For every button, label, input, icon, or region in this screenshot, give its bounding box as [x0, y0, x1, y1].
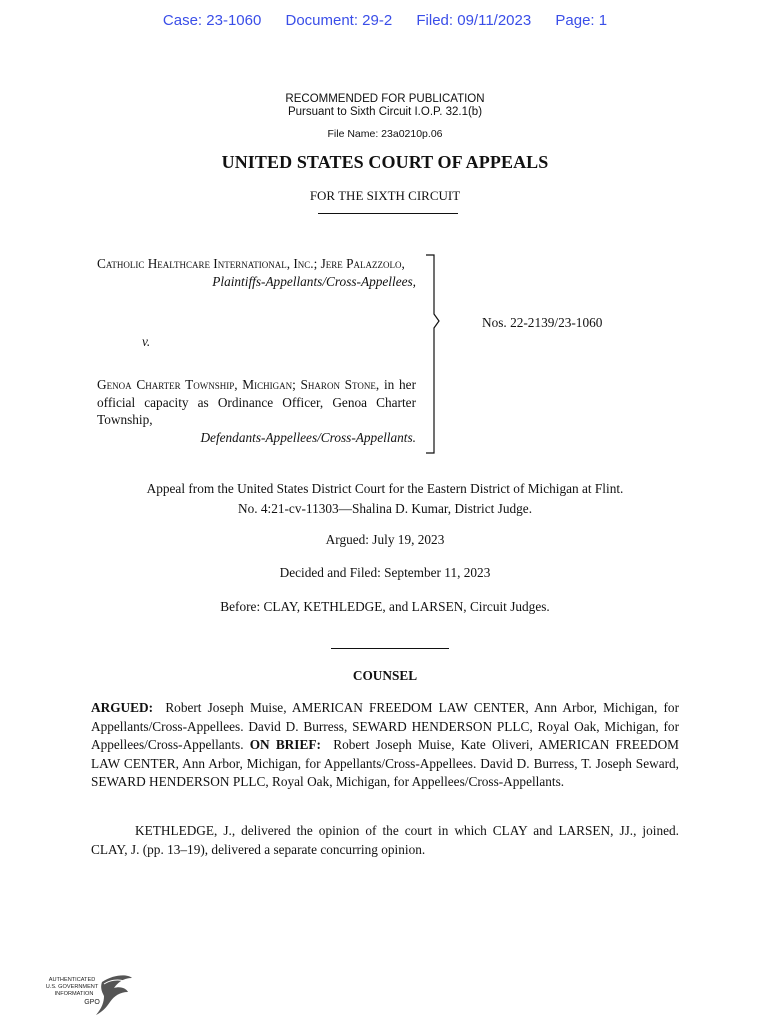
counsel-heading: COUNSEL — [352, 668, 418, 683]
publication-notice — [0, 93, 770, 119]
section-divider — [331, 648, 449, 649]
document-number: Document: 29-2 — [285, 12, 393, 29]
logo-line-1: AUTHENTICATED — [48, 977, 96, 983]
file-name: File Name: 23a0210p.06 — [327, 128, 443, 140]
case-number: Case: 23-1060 — [162, 12, 262, 29]
caption-brace — [426, 254, 446, 454]
defendants-description: in her official capacity as Ordinance Officer, Genoa Charter Township, — [97, 377, 416, 427]
appeal-court-line: Appeal from the United States District Court for the Eastern District of Michigan at Flint. — [146, 481, 624, 496]
plaintiffs-role: Plaintiffs-Appellants/Cross-Appellees, — [212, 273, 416, 289]
filed-date: Filed: 09/11/2023 — [416, 12, 532, 29]
gpo-eagle-icon — [44, 972, 134, 1018]
argued-label: ARGUED: — [91, 700, 154, 715]
court-title: UNITED STATES COURT OF APPEALS — [221, 152, 549, 172]
plaintiffs-names: Catholic Healthcare International, Inc.; Jere Palazzolo, — [97, 256, 405, 271]
versus: v. — [142, 334, 151, 349]
logo-line-2: U.S. GOVERNMENT — [45, 984, 99, 990]
panel-judges: Before: CLAY, KETHLEDGE, and LARSEN, Circuit Judges. — [220, 599, 550, 614]
defendants-role: Defendants-Appellees/Cross-Appellants. — [200, 429, 416, 445]
argued-counsel: Robert Joseph Muise, AMERICAN FREEDOM LAW CENTER, Ann Arbor, Michigan, for Appellants/Cross-Appellees. David D. Burress, SEWARD HENDERSON PLLC, Royal Oak, Michigan, for Appellees/Cross-Appellants. — [91, 700, 679, 752]
decided-date: Decided and Filed: September 11, 2023 — [279, 565, 491, 580]
logo-line-3: INFORMATION — [54, 991, 94, 997]
publication-rule-line: Pursuant to Sixth Circuit I.O.P. 32.1(b) — [287, 106, 483, 118]
defendants-names: Genoa Charter Township, Michigan; Sharon Stone, — [97, 377, 380, 392]
logo-line-4: GPO — [84, 999, 100, 1006]
circuit-name: FOR THE SIXTH CIRCUIT — [309, 188, 461, 203]
brief-label: ON BRIEF: — [249, 737, 321, 752]
case-header — [0, 12, 770, 29]
caption-defendants — [97, 376, 416, 446]
appeal-info — [0, 479, 770, 519]
opinion-statement: KETHLEDGE, J., delivered the opinion of the court in which CLAY and LARSEN, JJ., joined. CLAY, J. (pp. 13–19), delivered a separate concurring opinion. — [91, 823, 679, 857]
brief-counsel: Robert Joseph Muise, Kate Oliveri, AMERICAN FREEDOM LAW CENTER, Ann Arbor, Michigan, for Appellants/Cross-Appellees. David D. Burress, T. Joseph Seward, SEWARD HENDERSON PLLC, Royal Oak, Michigan, for Appellees/Cross-Appellants. — [91, 737, 679, 789]
appeal-case-line: No. 4:21-cv-11303—Shalina D. Kumar, District Judge. — [237, 501, 533, 516]
docket-numbers: Nos. 22-2139/23-1060 — [482, 315, 603, 330]
title-divider — [318, 213, 458, 214]
caption-plaintiffs — [97, 255, 416, 290]
publication-line: RECOMMENDED FOR PUBLICATION — [285, 93, 485, 105]
argued-date: Argued: July 19, 2023 — [325, 532, 445, 547]
counsel-paragraph — [91, 699, 679, 792]
page-number: Page: 1 — [555, 12, 608, 29]
